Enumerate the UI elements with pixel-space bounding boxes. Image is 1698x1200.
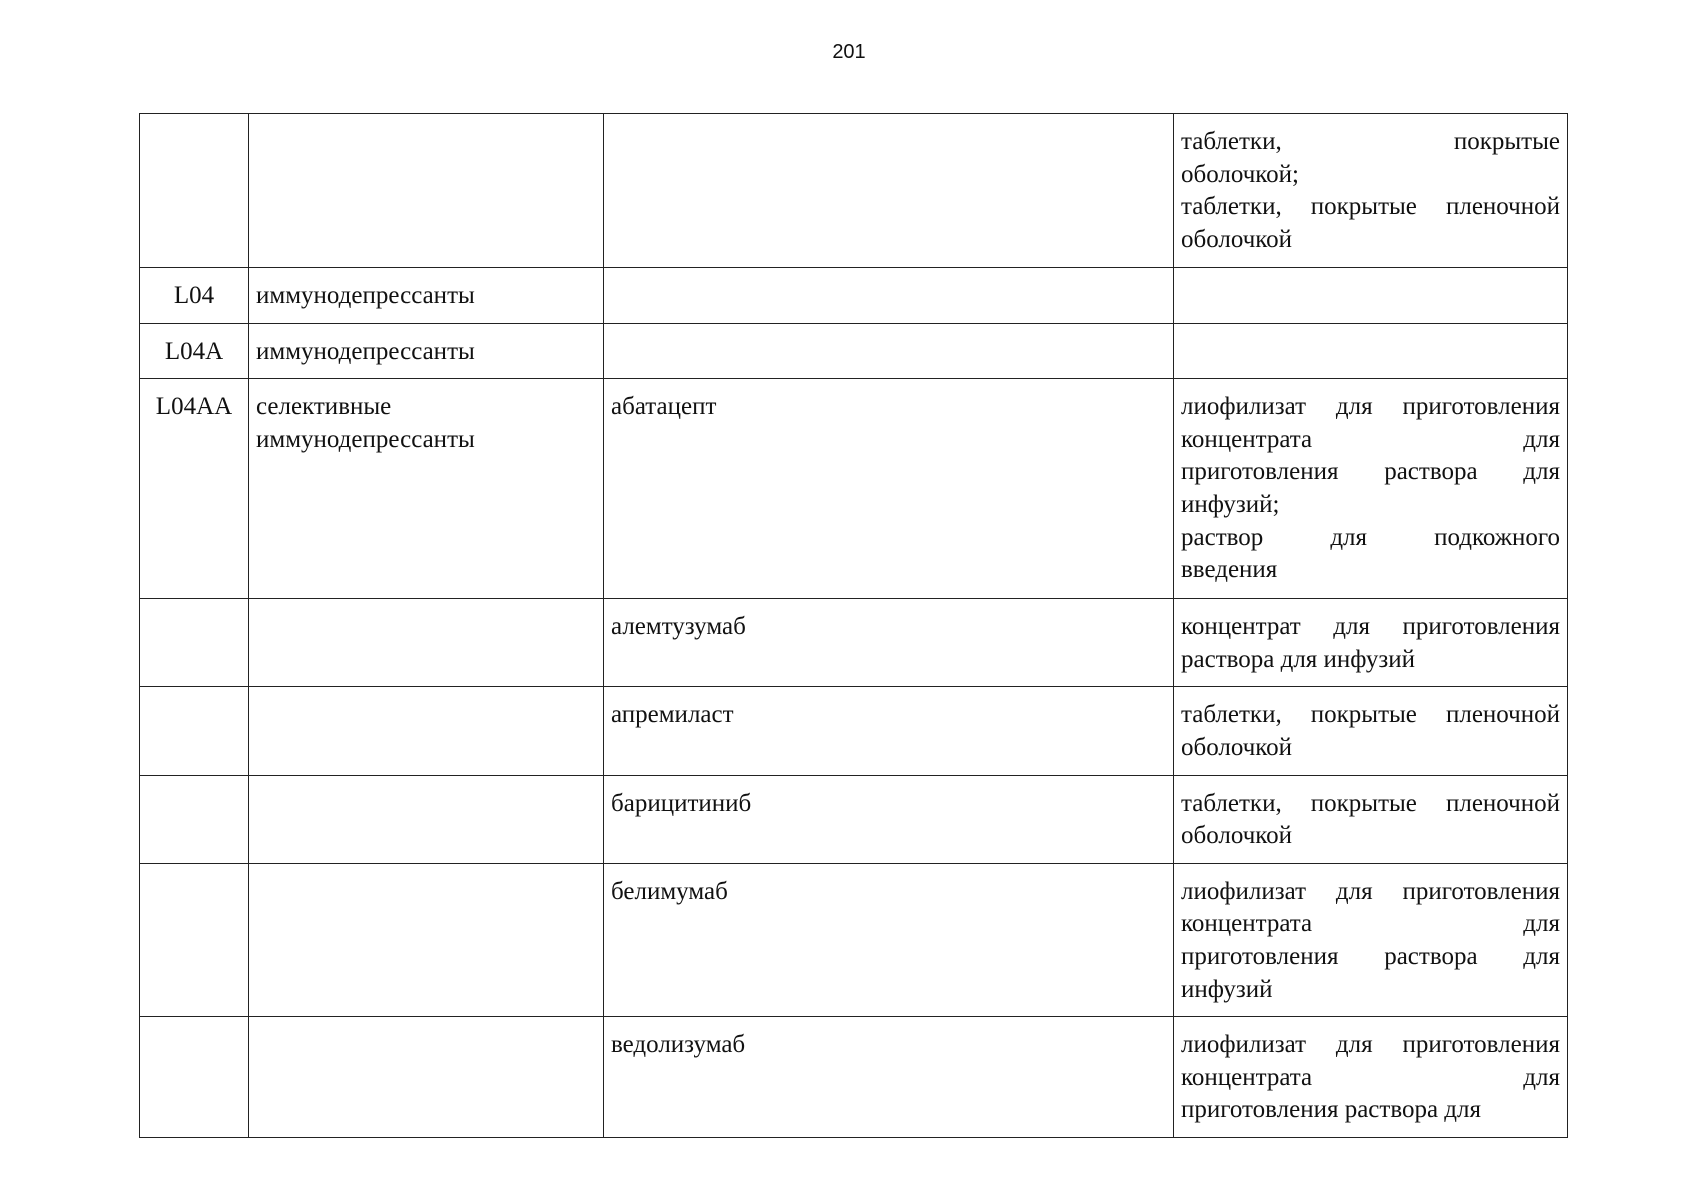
drug-name-cell — [604, 268, 1174, 324]
drug-name-cell: апремиласт — [604, 687, 1174, 775]
atc-code-cell: L04A — [140, 323, 249, 379]
drug-name-cell: ведолизумаб — [604, 1017, 1174, 1138]
table-row — [140, 599, 1568, 687]
dosage-form-cell — [1174, 687, 1568, 775]
drug-name-cell: белимумаб — [604, 863, 1174, 1016]
drug-name-cell: абатацепт — [604, 379, 1174, 599]
dosage-form-cell — [1174, 775, 1568, 863]
table-row — [140, 323, 1568, 379]
drug-name-cell — [604, 114, 1174, 268]
medication-table-body — [140, 114, 1568, 1138]
dosage-form-cell — [1174, 379, 1568, 599]
group-text-line: иммунодепрессанты — [256, 337, 475, 365]
dosage-form-cell — [1174, 1017, 1568, 1138]
anatomical-therapeutic-group-cell — [249, 775, 604, 863]
dosage-form-cell — [1174, 323, 1568, 379]
dosage-form-line: таблетки, покрытые пленочной — [1181, 789, 1560, 817]
dosage-form-line: таблетки, покрытые пленочной — [1181, 193, 1560, 221]
anatomical-therapeutic-group-cell — [249, 599, 604, 687]
atc-code-cell — [140, 863, 249, 1016]
dosage-form-line: лиофилизат для приготовления — [1181, 393, 1560, 421]
atc-code-cell — [140, 114, 249, 268]
dosage-form-line: таблетки, покрытые — [1181, 128, 1560, 155]
dosage-form-line: приготовления раствора для — [1181, 1096, 1481, 1124]
dosage-form-cell — [1174, 863, 1568, 1016]
drug-name-cell: барицитиниб — [604, 775, 1174, 863]
dosage-form-line: введения — [1181, 556, 1278, 584]
group-text-line: иммунодепрессанты — [256, 425, 475, 453]
table-row — [140, 863, 1568, 1016]
dosage-form-line: раствора для инфузий — [1181, 645, 1416, 673]
table-row — [140, 1017, 1568, 1138]
dosage-form-line: концентрата для — [1181, 1063, 1560, 1091]
anatomical-therapeutic-group-cell — [249, 323, 604, 379]
anatomical-therapeutic-group-cell — [249, 114, 604, 268]
anatomical-therapeutic-group-cell — [249, 863, 604, 1016]
anatomical-therapeutic-group-cell — [249, 687, 604, 775]
anatomical-therapeutic-group-cell — [249, 1017, 604, 1138]
dosage-form-cell — [1174, 599, 1568, 687]
atc-code-cell — [140, 775, 249, 863]
dosage-form-line: оболочкой; — [1181, 160, 1299, 188]
atc-code-cell — [140, 687, 249, 775]
table-row — [140, 379, 1568, 599]
table-row — [140, 775, 1568, 863]
dosage-form-line: раствор для подкожного — [1181, 523, 1560, 551]
drug-name-cell: алемтузумаб — [604, 599, 1174, 687]
dosage-form-line: оболочкой — [1181, 822, 1293, 850]
dosage-form-cell — [1174, 268, 1568, 324]
dosage-form-line: концентрата для — [1181, 910, 1560, 938]
table-row — [140, 268, 1568, 324]
drug-name-cell — [604, 323, 1174, 379]
page-number: 201 — [832, 41, 866, 63]
dosage-form-line: концентрата для — [1181, 425, 1560, 453]
atc-code-cell: L04AA — [140, 379, 249, 599]
dosage-form-line: инфузий; — [1181, 490, 1280, 518]
dosage-form-line: таблетки, покрытые пленочной — [1181, 701, 1560, 729]
atc-code-cell: L04 — [140, 268, 249, 324]
atc-code-cell — [140, 1017, 249, 1138]
dosage-form-line: лиофилизат для приготовления — [1181, 1031, 1560, 1059]
medication-table — [139, 113, 1568, 1138]
dosage-form-line: приготовления раствора для — [1181, 942, 1560, 970]
table-row — [140, 114, 1568, 268]
table-row — [140, 687, 1568, 775]
dosage-form-line: инфузий — [1181, 975, 1273, 1003]
anatomical-therapeutic-group-cell — [249, 379, 604, 599]
group-text-line: селективные — [256, 393, 392, 421]
anatomical-therapeutic-group-cell — [249, 268, 604, 324]
dosage-form-line: лиофилизат для приготовления — [1181, 877, 1560, 905]
dosage-form-line: оболочкой — [1181, 225, 1293, 253]
atc-code-cell — [140, 599, 249, 687]
group-text-line: иммунодепрессанты — [256, 282, 475, 309]
dosage-form-line: приготовления раствора для — [1181, 458, 1560, 486]
dosage-form-line: оболочкой — [1181, 733, 1293, 761]
dosage-form-cell — [1174, 114, 1568, 268]
dosage-form-line: концентрат для приготовления — [1181, 613, 1560, 641]
